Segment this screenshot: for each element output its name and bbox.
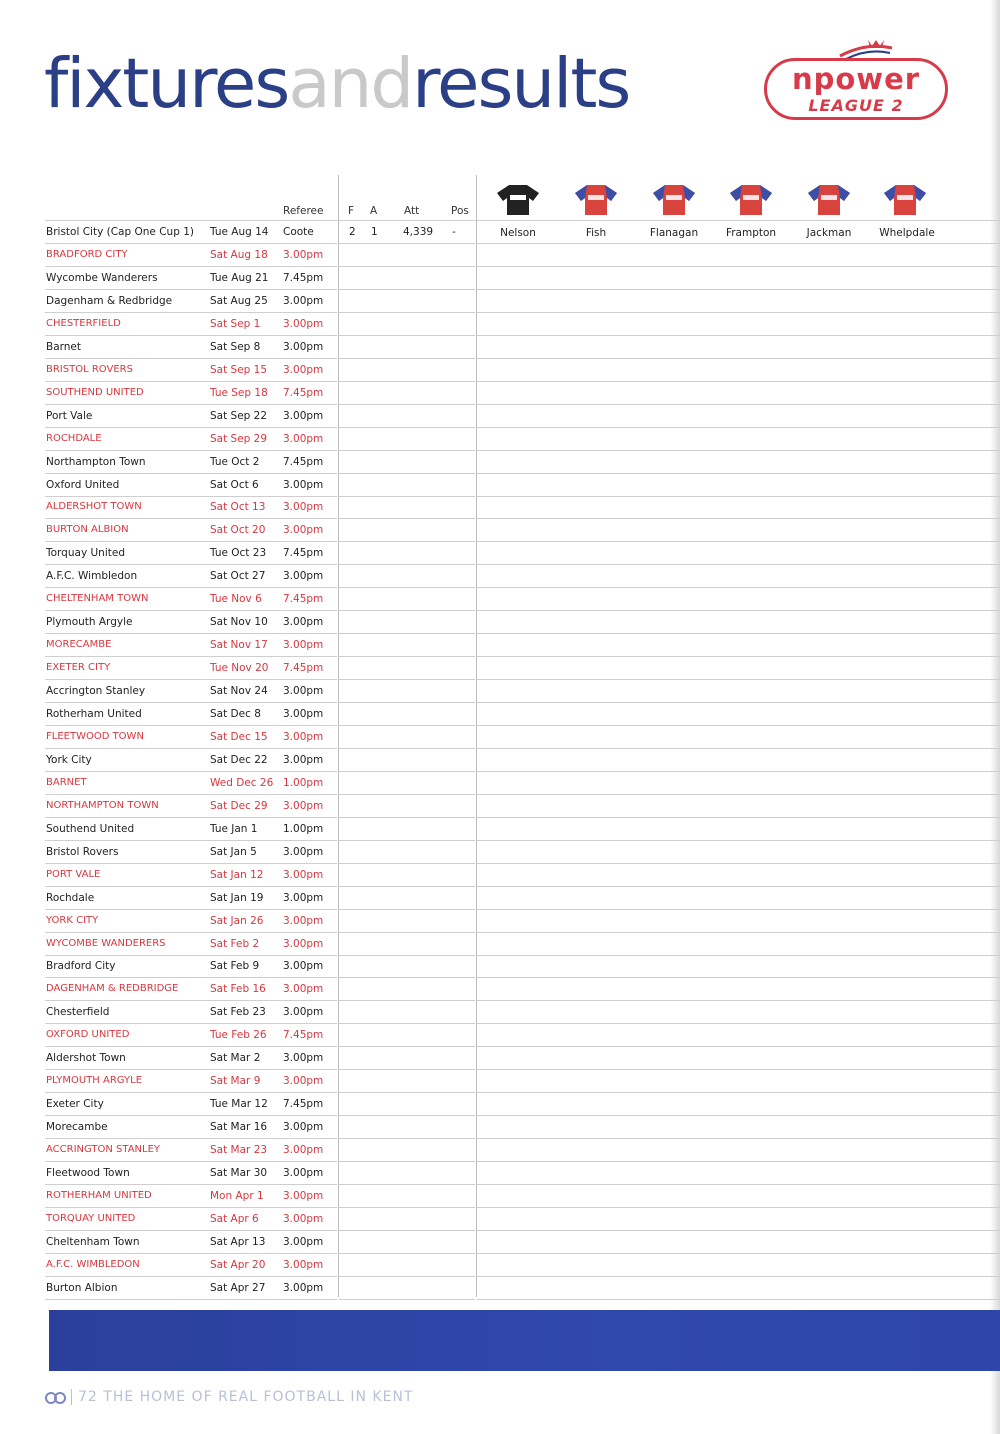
fixture-kickoff: 3.00pm <box>283 570 324 583</box>
player-name-fish: Fish <box>585 227 607 239</box>
fixture-date: Sat Dec 29 <box>210 799 268 812</box>
fixture-kickoff: 3.00pm <box>283 960 324 973</box>
fixture-kickoff: 7.45pm <box>283 386 324 399</box>
fixture-opponent: PLYMOUTH ARGYLE <box>46 1075 143 1087</box>
fixture-kickoff: 1.00pm <box>283 776 324 789</box>
fixture-opponent: OXFORD UNITED <box>46 1029 130 1041</box>
fixture-date: Sat Mar 30 <box>210 1167 268 1179</box>
footer-separator <box>71 1389 72 1405</box>
fixture-row <box>45 749 1000 772</box>
fixture-opponent: Exeter City <box>46 1098 104 1111</box>
outfield-shirt-icon <box>573 183 619 217</box>
fixture-opponent: Fleetwood Town <box>46 1167 130 1179</box>
fixture-kickoff: 3.00pm <box>283 891 324 904</box>
fixture-date: Sat Jan 12 <box>210 868 264 881</box>
fixture-opponent: Northampton Town <box>46 455 146 468</box>
fixture-date: Sat Nov 10 <box>210 616 268 629</box>
fixture-row <box>45 611 1000 634</box>
header-attendance: Att <box>404 205 420 217</box>
fixture-opponent: BRISTOL ROVERS <box>46 363 133 375</box>
fixture-date: Sat Oct 13 <box>210 501 266 514</box>
fixture-kickoff: 7.45pm <box>283 1029 324 1042</box>
row-rule <box>477 1299 1000 1300</box>
fixture-date: Sat Aug 25 <box>210 294 268 307</box>
fixture-kickoff: 3.00pm <box>283 1006 324 1019</box>
fixture-row <box>45 680 1000 703</box>
fixture-opponent: Barnet <box>46 340 82 353</box>
fixture-date: Tue Oct 2 <box>210 455 260 468</box>
outfield-shirt-icon <box>651 183 697 217</box>
fixture-opponent: DAGENHAM & REDBRIDGE <box>46 983 179 995</box>
fixture-opponent: Rochdale <box>46 891 95 904</box>
fixture-opponent: BARNET <box>46 776 87 788</box>
fixture-date: Wed Dec 26 <box>210 776 274 789</box>
fixture-row <box>45 1093 1000 1116</box>
fixture-date: Sat Jan 19 <box>210 891 264 904</box>
fixture-date: Sat Aug 18 <box>210 249 268 261</box>
footer-blue-band <box>49 1310 1000 1371</box>
fixture-opponent: A.F.C. WIMBLEDON <box>46 1258 140 1270</box>
fixture-kickoff: 3.00pm <box>283 294 324 307</box>
fixture-row <box>45 519 1000 542</box>
fixture-row <box>45 1162 1000 1185</box>
fixture-date: Sat Feb 16 <box>210 983 266 996</box>
fixture-row <box>45 1185 1000 1208</box>
fixture-row <box>45 726 1000 749</box>
fixture-opponent: CHESTERFIELD <box>46 317 121 329</box>
fixture-kickoff: 3.00pm <box>283 639 324 652</box>
fixture-kickoff: 3.00pm <box>283 845 324 858</box>
fixture-opponent: EXETER CITY <box>46 662 111 674</box>
fixture-date: Tue Feb 26 <box>210 1029 267 1042</box>
page-title <box>44 44 630 124</box>
row-rule <box>45 1299 337 1300</box>
fixture-row <box>45 657 1000 680</box>
fixture-row <box>45 864 1000 887</box>
player-name-flanagan: Flanagan <box>649 227 699 239</box>
fixture-opponent: Burton Albion <box>46 1281 118 1294</box>
title-and: and <box>288 44 413 124</box>
fixture-row <box>45 910 1000 933</box>
outfield-shirt-icon <box>728 183 774 217</box>
fixture-row <box>45 382 1000 405</box>
fixture-date: Sat Sep 29 <box>210 432 268 445</box>
result-goals-for: 2 <box>349 226 356 238</box>
fixture-date: Tue Nov 20 <box>210 662 269 675</box>
fixture-opponent: ACCRINGTON STANLEY <box>46 1144 161 1156</box>
fixture-row <box>45 1254 1000 1277</box>
fixture-date: Sat Nov 24 <box>210 685 268 698</box>
fixture-row <box>45 1001 1000 1024</box>
fixture-kickoff: 3.00pm <box>283 1189 324 1202</box>
fixture-row <box>45 1047 1000 1070</box>
fixture-kickoff: 3.00pm <box>283 914 324 927</box>
fixture-opponent: CHELTENHAM TOWN <box>46 593 149 605</box>
fixture-date: Sat Mar 2 <box>210 1052 261 1065</box>
fixture-kickoff: 7.45pm <box>283 593 324 606</box>
outfield-shirt-icon <box>882 183 928 217</box>
fixture-kickoff: 7.45pm <box>283 547 324 560</box>
fixture-date: Sat Feb 2 <box>210 937 260 950</box>
fixture-row <box>45 267 1000 290</box>
fixture-row <box>45 634 1000 657</box>
fixture-kickoff: 3.00pm <box>283 1212 324 1225</box>
result-date: Tue Aug 14 <box>210 226 269 238</box>
header-against: A <box>370 205 378 217</box>
footer-text: 72 THE HOME OF REAL FOOTBALL IN KENT <box>78 1389 414 1405</box>
header-for: F <box>348 205 355 217</box>
fixture-opponent: Wycombe Wanderers <box>46 271 158 284</box>
fixture-date: Sat Oct 20 <box>210 524 266 537</box>
fixture-date: Tue Jan 1 <box>210 822 258 835</box>
fixture-opponent: ROTHERHAM UNITED <box>46 1189 152 1201</box>
fixture-row <box>45 1139 1000 1162</box>
fixture-kickoff: 3.00pm <box>283 1144 324 1157</box>
fixture-kickoff: 3.00pm <box>283 363 324 376</box>
fixture-kickoff: 3.00pm <box>283 868 324 881</box>
fixture-opponent: Bristol Rovers <box>46 845 119 858</box>
result-referee: Coote <box>283 226 314 238</box>
fixture-kickoff: 3.00pm <box>283 708 324 720</box>
fixture-date: Sat Dec 15 <box>210 730 268 743</box>
club-crest-icon <box>45 1391 67 1405</box>
fixture-row <box>45 1277 1000 1300</box>
fixture-row <box>45 795 1000 818</box>
fixture-date: Sat Mar 16 <box>210 1121 268 1134</box>
fixture-row <box>45 405 1000 428</box>
fixture-opponent: Morecambe <box>46 1121 108 1134</box>
result-attendance: 4,339 <box>403 226 434 238</box>
fixture-row <box>45 1208 1000 1231</box>
fixture-date: Sat Sep 1 <box>210 317 261 330</box>
fixture-kickoff: 3.00pm <box>283 432 324 445</box>
fixture-date: Sat Apr 20 <box>210 1258 266 1271</box>
fixture-date: Tue Nov 6 <box>210 593 262 606</box>
fixture-kickoff: 3.00pm <box>283 1075 324 1088</box>
fixture-opponent: WYCOMBE WANDERERS <box>46 937 166 949</box>
fixture-kickoff: 3.00pm <box>283 1281 324 1294</box>
fixture-row <box>45 428 1000 451</box>
fixture-opponent: Aldershot Town <box>46 1052 126 1065</box>
fixture-row <box>45 588 1000 611</box>
fixture-kickoff: 3.00pm <box>283 1258 324 1271</box>
fixture-opponent: Torquay United <box>46 547 125 560</box>
fixture-opponent: Port Vale <box>46 409 93 422</box>
fixture-date: Sat Feb 23 <box>210 1006 266 1019</box>
fixture-date: Sat Apr 13 <box>210 1235 266 1248</box>
fixture-opponent: Dagenham & Redbridge <box>46 294 173 307</box>
fixture-opponent: Accrington Stanley <box>46 685 146 698</box>
fixture-row <box>45 887 1000 910</box>
fixture-kickoff: 1.00pm <box>283 822 324 835</box>
fixture-kickoff: 7.45pm <box>283 662 324 675</box>
fixture-opponent: SOUTHEND UNITED <box>46 386 144 398</box>
fixture-opponent: York City <box>46 753 92 766</box>
row-rule <box>45 220 1000 221</box>
fixture-date: Sat Feb 9 <box>210 960 260 973</box>
fixture-row <box>45 955 1000 978</box>
fixture-opponent: FLEETWOOD TOWN <box>46 730 144 742</box>
fixture-row <box>45 933 1000 956</box>
fixture-row <box>45 496 1000 519</box>
fixture-opponent: PORT VALE <box>46 868 101 880</box>
fixture-date: Sat Sep 15 <box>210 363 268 376</box>
league-logo <box>764 38 950 126</box>
fixture-row <box>45 1116 1000 1139</box>
player-name-nelson: Nelson <box>500 227 536 239</box>
player-name-whelpdale: Whelpdale <box>879 227 935 239</box>
fixture-row <box>45 818 1000 841</box>
fixture-kickoff: 3.00pm <box>283 478 324 491</box>
outfield-shirt-icon <box>806 183 852 217</box>
title-results: results <box>412 44 630 124</box>
row-rule <box>339 1299 475 1300</box>
fixture-opponent: ROCHDALE <box>46 432 102 444</box>
fixture-row <box>45 703 1000 726</box>
fixture-kickoff: 3.00pm <box>283 1121 324 1134</box>
fixture-opponent: BURTON ALBION <box>46 524 129 536</box>
fixture-row <box>45 978 1000 1001</box>
fixture-kickoff: 3.00pm <box>283 1167 324 1179</box>
fixture-kickoff: 7.45pm <box>283 455 324 468</box>
fixture-row <box>45 542 1000 565</box>
logo-wordmark: npower <box>791 62 921 96</box>
fixture-kickoff: 3.00pm <box>283 340 324 353</box>
fixture-opponent: YORK CITY <box>46 914 99 926</box>
fixture-kickoff: 7.45pm <box>283 271 324 284</box>
fixture-kickoff: 3.00pm <box>283 1235 324 1248</box>
result-goals-against: 1 <box>371 226 378 238</box>
fixture-kickoff: 3.00pm <box>283 799 324 812</box>
fixture-opponent: NORTHAMPTON TOWN <box>46 799 159 811</box>
fixture-kickoff: 3.00pm <box>283 616 324 629</box>
fixture-kickoff: 3.00pm <box>283 937 324 950</box>
fixture-date: Sat Jan 26 <box>210 914 264 927</box>
fixture-kickoff: 7.45pm <box>283 1098 324 1111</box>
fixture-row <box>45 474 1000 497</box>
fixture-date: Sat Jan 5 <box>210 845 257 858</box>
fixture-opponent: Southend United <box>46 822 135 835</box>
fixture-opponent: TORQUAY UNITED <box>46 1212 136 1224</box>
fixture-date: Sat Apr 27 <box>210 1281 266 1294</box>
fixture-kickoff: 3.00pm <box>283 1052 324 1065</box>
logo-league-label: LEAGUE 2 <box>808 96 904 115</box>
result-position: - <box>452 226 456 238</box>
fixture-opponent: Cheltenham Town <box>46 1235 140 1248</box>
fixture-row <box>45 451 1000 474</box>
fixture-kickoff: 3.00pm <box>283 524 324 537</box>
fixture-row <box>45 1024 1000 1047</box>
fixture-kickoff: 3.00pm <box>283 730 324 743</box>
player-name-jackman: Jackman <box>806 227 852 239</box>
fixture-date: Tue Aug 21 <box>210 271 269 284</box>
fixture-date: Sat Mar 9 <box>210 1075 261 1088</box>
fixture-kickoff: 3.00pm <box>283 317 324 330</box>
fixture-date: Tue Oct 23 <box>210 547 267 560</box>
header-referee: Referee <box>283 205 324 217</box>
fixture-row <box>45 290 1000 313</box>
fixture-date: Sat Sep 8 <box>210 340 261 353</box>
fixture-date: Sat Sep 22 <box>210 409 268 422</box>
result-row <box>45 221 1000 244</box>
fixture-row <box>45 1070 1000 1093</box>
fixture-opponent: BRADFORD CITY <box>46 249 128 260</box>
fixture-kickoff: 3.00pm <box>283 983 324 996</box>
fixture-date: Sat Oct 6 <box>210 478 259 491</box>
fixture-kickoff: 3.00pm <box>283 249 324 261</box>
fixture-opponent: Rotherham United <box>46 708 142 720</box>
fixture-row <box>45 772 1000 795</box>
fixture-opponent: Oxford United <box>46 478 120 491</box>
result-opponent: Bristol City (Cap One Cup 1) <box>46 226 194 238</box>
player-name-frampton: Frampton <box>725 227 777 239</box>
goalkeeper-shirt-icon <box>495 183 541 217</box>
fixture-row <box>45 1231 1000 1254</box>
fixture-row <box>45 841 1000 864</box>
fixture-kickoff: 3.00pm <box>283 501 324 514</box>
fixture-date: Mon Apr 1 <box>210 1189 264 1202</box>
fixture-row <box>45 336 1000 359</box>
fixture-row <box>45 313 1000 336</box>
fixture-opponent: Plymouth Argyle <box>46 616 133 629</box>
fixture-row <box>45 565 1000 588</box>
fixture-date: Sat Apr 6 <box>210 1212 259 1225</box>
fixture-row <box>45 244 1000 267</box>
fixture-opponent: Bradford City <box>46 960 116 973</box>
fixture-kickoff: 3.00pm <box>283 409 324 422</box>
fixture-opponent: MORECAMBE <box>46 639 112 651</box>
fixture-date: Sat Mar 23 <box>210 1144 268 1157</box>
fixture-date: Sat Nov 17 <box>210 639 268 652</box>
logo-crown-swoosh-icon <box>838 38 894 60</box>
fixture-opponent: A.F.C. Wimbledon <box>46 570 138 583</box>
fixture-date: Sat Dec 8 <box>210 708 261 720</box>
fixture-kickoff: 3.00pm <box>283 685 324 698</box>
fixture-date: Sat Dec 22 <box>210 753 268 766</box>
fixture-date: Sat Oct 27 <box>210 570 266 583</box>
fixture-opponent: ALDERSHOT TOWN <box>46 501 142 513</box>
fixture-opponent: Chesterfield <box>46 1006 110 1019</box>
header-position: Pos <box>451 205 469 217</box>
fixture-row <box>45 359 1000 382</box>
fixture-date: Tue Mar 12 <box>210 1098 268 1111</box>
title-fixtures: fixtures <box>44 44 289 124</box>
fixture-date: Tue Sep 18 <box>210 386 268 399</box>
fixture-kickoff: 3.00pm <box>283 753 324 766</box>
